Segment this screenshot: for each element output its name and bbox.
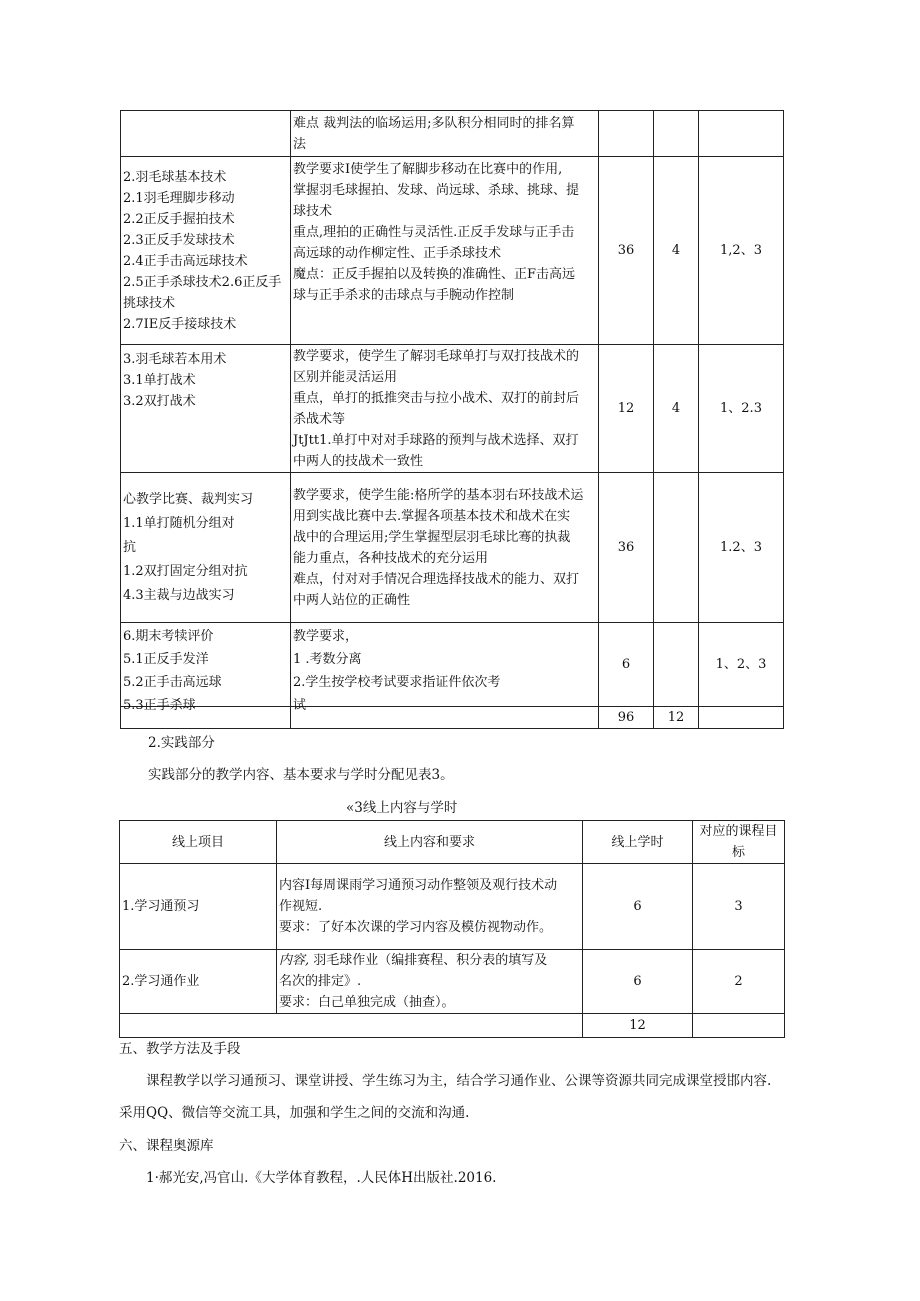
topic-cell: 心教学比赛、裁判实习 1.1单打随机分组对 抗 1.2双打固定分组对抗 4.3主裁与边战实习 (121, 473, 291, 623)
total-weeks-cell: 12 (654, 707, 699, 729)
header-cell: 线上项目 (120, 821, 277, 864)
hours-cell: 6 (583, 950, 693, 1014)
topic-cell (121, 623, 291, 713)
item-cell: 1.学习通预习 (120, 864, 277, 950)
goals-cell: 1、2.3 (699, 345, 784, 473)
header-cell: 线上内容和要求 (277, 821, 583, 864)
practice-intro: 实践部分的教学内容、基本要求与学时分配见表3。 (148, 767, 454, 783)
goals-cell: 1.2、3 (699, 473, 784, 623)
topic-cell: 3.羽毛球若本用术 3.1单打战术 3.2双打战术 (121, 345, 291, 473)
content-cell (277, 950, 583, 1014)
section5-heading: 五、教学方法及手段 (119, 1041, 241, 1057)
header-cell: 线上学时 (583, 821, 693, 864)
empty-cell (693, 1014, 785, 1038)
practice-heading: 2.实践部分 (148, 735, 215, 751)
goals-cell: 1,2、3 (699, 157, 784, 345)
topic-cell: 2.羽毛球基本技术 2.1羽毛理脚步移动 2.2正反手握拍技术 2.3正反手发球技术 2.4正手击高远球技术 2.5正手杀球技术2.6正反手 挑球技术 2.7IE反手接球技术 (121, 157, 291, 345)
weeks-cell (654, 473, 699, 623)
total-hours-cell: 12 (583, 1014, 693, 1038)
goal-cell: 3 (693, 864, 785, 950)
online-content-table (119, 820, 785, 1038)
topic-text: 6.期末考犊评价 5.1正反手发洋 5.2正手击高远球 5.3正手杀球 (123, 629, 222, 713)
total-hours-cell: 96 (599, 707, 654, 729)
content-cell: 教学要求，使学生了解羽毛球单打与双打技战术的 区别并能灵活运用 重点，单打的抵推突击与拉小战术、双打的前封后 杀战术等 JtJtt1.单打中对对手球路的预判与战术选择、双打 中两人的技战术一致性 (291, 345, 599, 473)
goals-cell: 1、2、3 (699, 623, 784, 707)
hours-cell (599, 111, 654, 157)
table-row (121, 473, 784, 623)
table-row (121, 623, 784, 707)
weeks-cell: 4 (654, 157, 699, 345)
goals-cell (699, 707, 784, 729)
content-cell: 内容I每周课雨学习通预习动作整领及观行技术动 作视短. 要求：了好本次课的学习内容及模仿视物动作。 (277, 864, 583, 950)
table3-caption: «3线上内容与学时 (346, 800, 458, 816)
weeks-cell (654, 111, 699, 157)
content-cell (291, 623, 599, 713)
hours-cell: 36 (599, 157, 654, 345)
topic-cell (121, 111, 291, 157)
table-row (120, 950, 785, 1014)
goals-cell (699, 111, 784, 157)
section5-para-line1: 课程教学以学习通预习、课堂讲授、学生练习为主，结合学习通作业、公课等资源共同完成课堂授邯内容. (146, 1073, 772, 1089)
content-text: 教学要求， 1 .考数分离 2.学生按学校考试要求指证件依次考 试 (293, 629, 501, 713)
table-header-row (120, 821, 785, 864)
section5-para-line2: 采用QQ、微信等交流工具，加强和学生之间的交流和沟通. (119, 1105, 470, 1121)
content-cell: 教学要求I使学生了解脚步移动在比赛中的作用, 掌握羽毛球握拍、发球、尚远球、杀球、挑球、提 球技术 重点,理拍的正确性与灵活性.正反手发球与正手击 高远球的动作柳定性、正手杀球技术 魔点：正反手握拍以及转换的准确性、正F击高远 球与正手杀求的击球点与手腕动作控制 (291, 157, 599, 345)
table-row (121, 345, 784, 473)
table-row (121, 111, 784, 157)
weeks-cell (654, 623, 699, 707)
teaching-schedule-table (120, 110, 784, 729)
content-cell (291, 707, 599, 729)
hours-cell: 36 (599, 473, 654, 623)
hours-cell: 6 (599, 623, 654, 707)
goal-cell: 2 (693, 950, 785, 1014)
reference-item: 1·郝光安,冯官山.《大学体育教程，.人民体H出版社.2016. (146, 1170, 497, 1186)
content-cell: 教学要求，使学生能:格所学的基本羽右环技战术运 用到实战比赛中去.掌握各项基本技术和战术在实 战中的合理运用;学生掌握型层羽毛球比骞的执裁 能力重点，各种技战术的充分运用 难点，付对对手情况合理选择技战术的能力、双打 中两人站位的正确性 (291, 473, 599, 623)
content-text: 羽毛球作业（编排赛程、积分表的填写及 名次的排定》. 要求：白己单独完成（抽查）。 (279, 953, 548, 1010)
content-emphasis: 内容, (279, 953, 310, 968)
content-cell: 难点 裁判法的临场运用;多队积分相同时的排名算 法 (291, 111, 599, 157)
hours-cell: 6 (583, 864, 693, 950)
total-row (120, 1014, 785, 1038)
item-cell: 2.学习通作业 (120, 950, 277, 1014)
header-cell: 对应的课程目 标 (693, 821, 785, 864)
hours-cell: 12 (599, 345, 654, 473)
table-row (120, 864, 785, 950)
empty-cell (120, 1014, 583, 1038)
section6-heading: 六、课程奥源库 (119, 1138, 214, 1154)
total-row (121, 707, 784, 729)
table-row (121, 157, 784, 345)
weeks-cell: 4 (654, 345, 699, 473)
